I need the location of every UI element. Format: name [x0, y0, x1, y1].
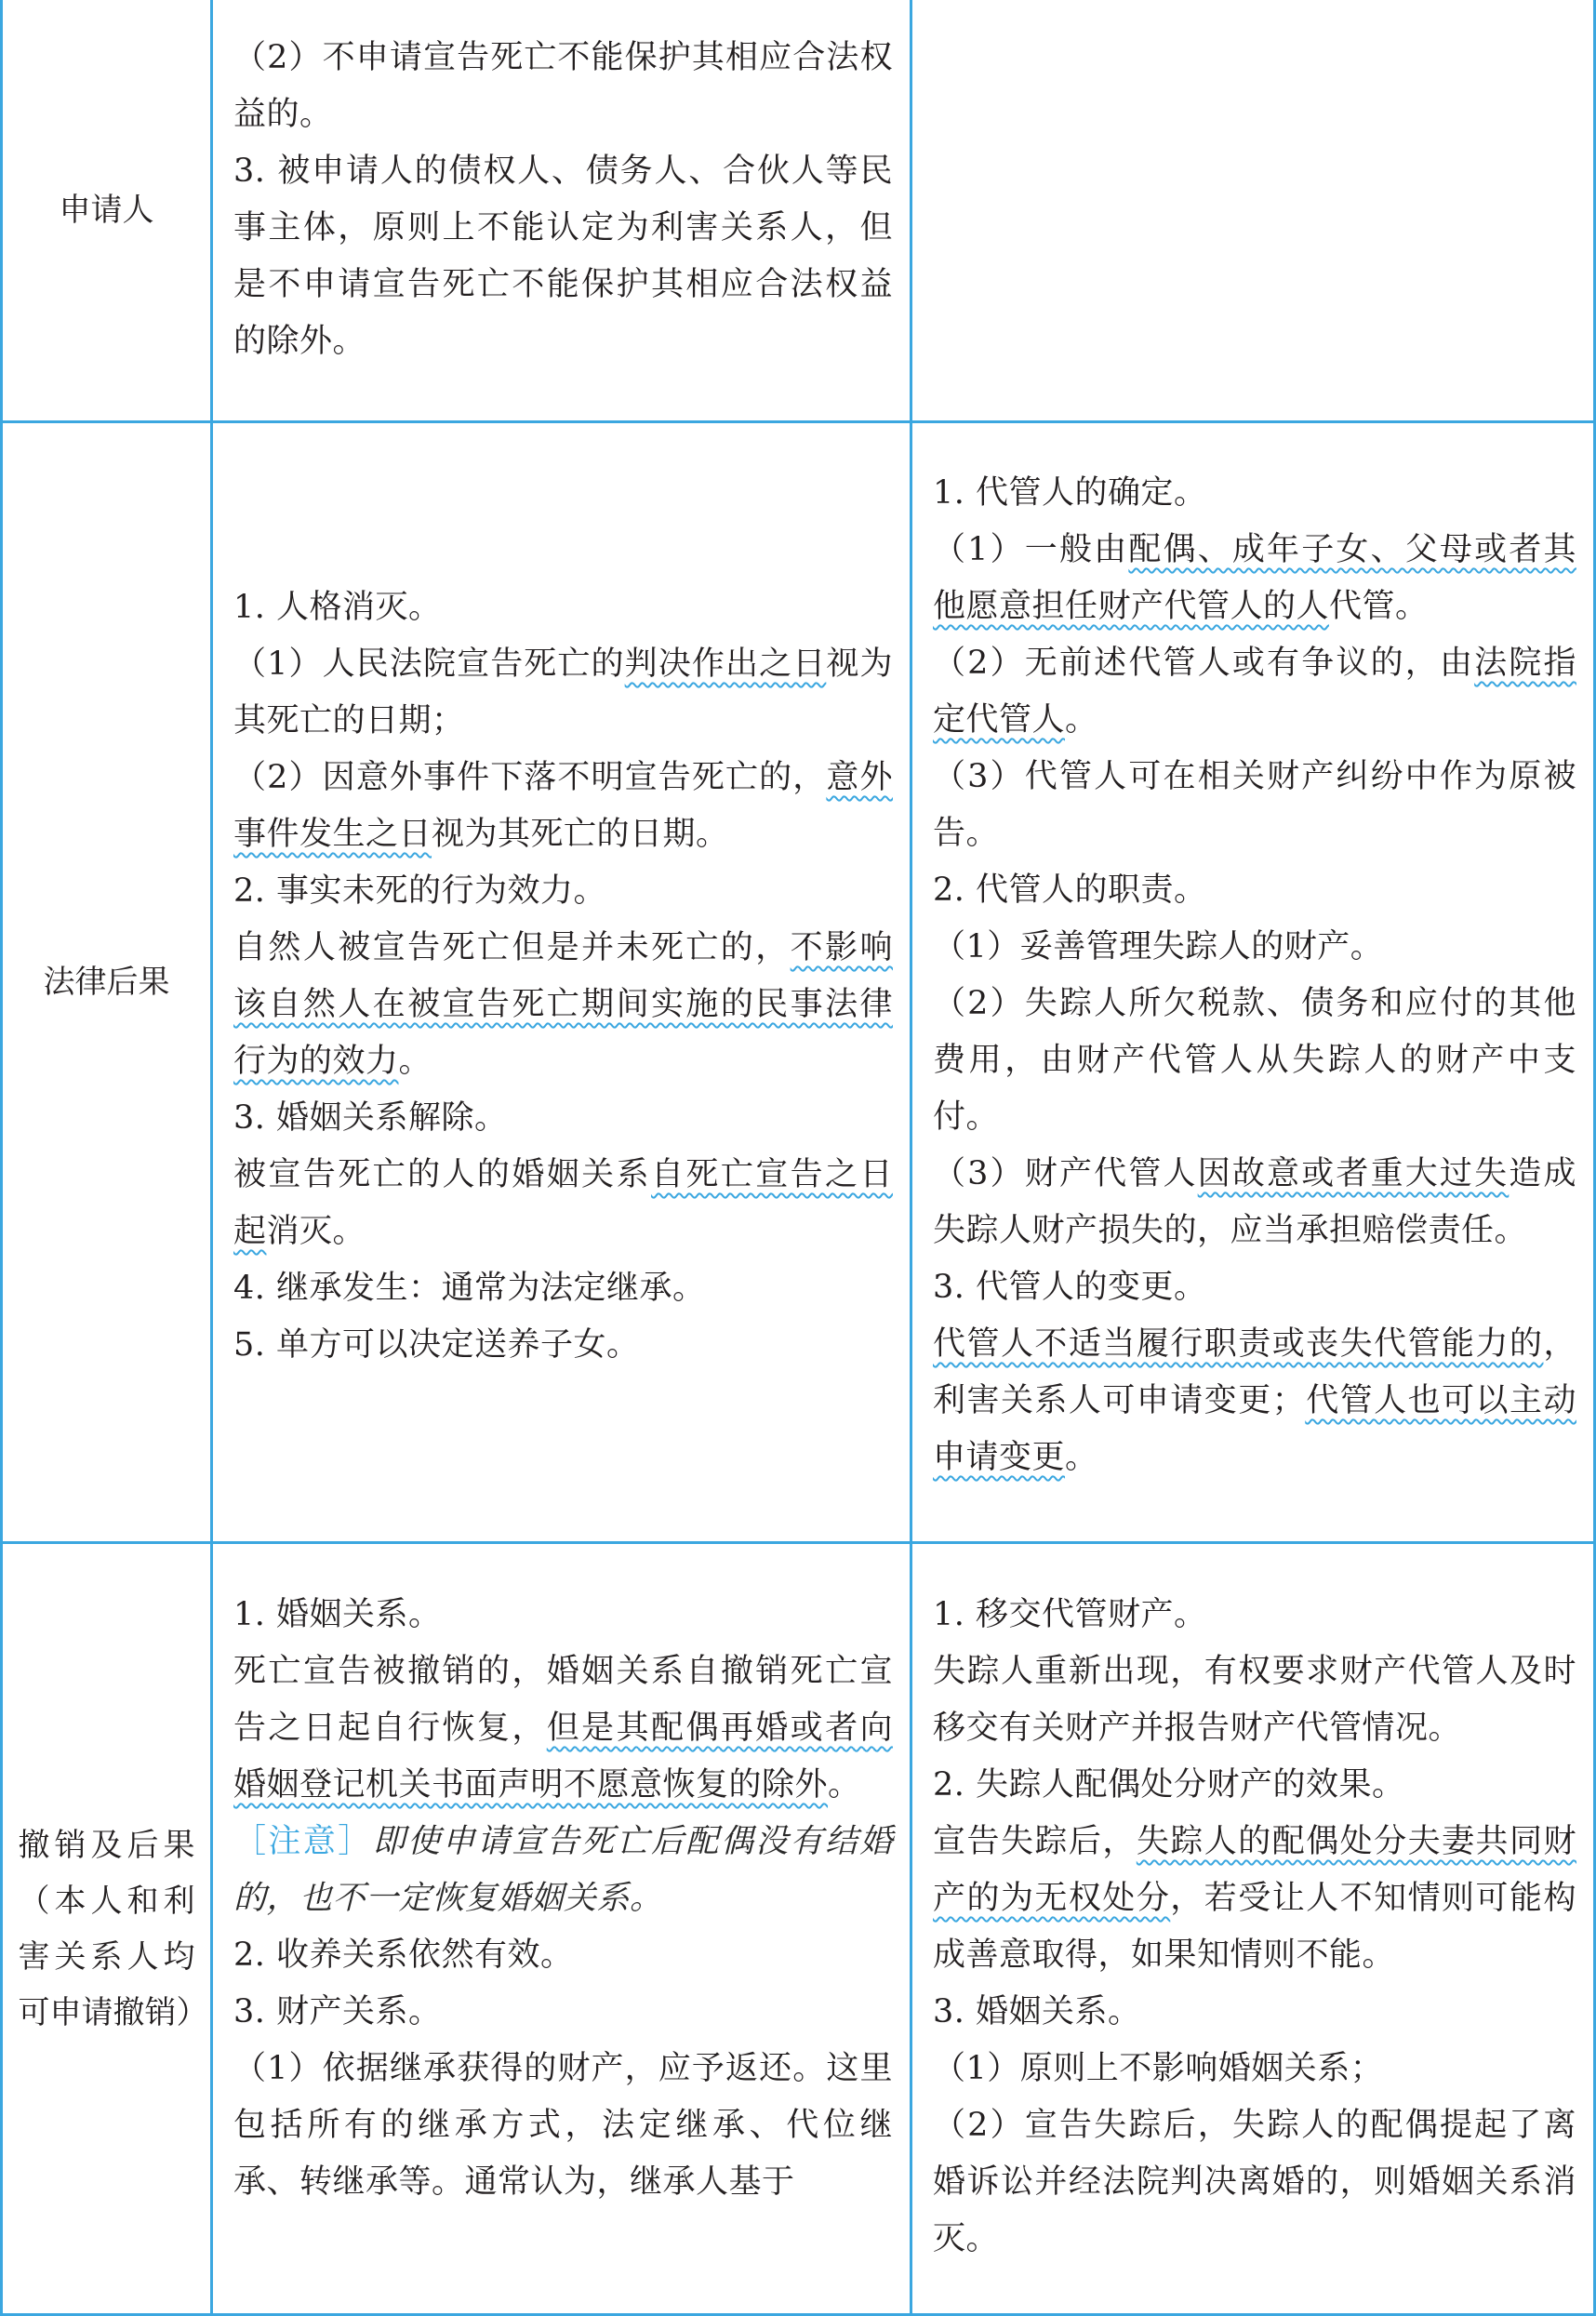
note-label: ［注意］ — [233, 1823, 373, 1860]
underlined-text: 因故意或者重大过失 — [1197, 1155, 1510, 1192]
paragraph — [233, 30, 893, 143]
text-segment: 被宣告死亡的人的婚姻关系 — [233, 1156, 651, 1193]
note-text: 即使申请宣告死亡后配偶没有结婚的，也不一定恢复婚姻关系。 — [233, 1823, 893, 1917]
text-segment: 2. 事实未死的行为效力。 — [233, 872, 607, 910]
text-segment: 造成失踪人财产损失的，应当承担赔偿责任。 — [933, 1155, 1576, 1249]
text-segment: 自然人被宣告死亡但是并未死亡的， — [233, 929, 791, 966]
text-segment: 3. 代管人的变更。 — [933, 1269, 1207, 1306]
paragraph — [933, 1644, 1576, 1757]
underlined-text: 失踪人的配偶处分夫妻共同财产的为无权处分 — [933, 1823, 1576, 1917]
paragraph — [233, 2041, 893, 2211]
paragraph — [933, 749, 1576, 862]
text-segment: 3. 婚姻关系解除。 — [233, 1099, 508, 1137]
row-header-applicant — [3, 0, 210, 420]
underlined-text: 代管人不适当履行职责或丧失代管能力的 — [933, 1325, 1544, 1363]
text-segment: （1）依据继承获得的财产，应予返还。这里包括所有的继承方式，法定继承、代位继承、转继承等。通常认为，继承人基于 — [233, 2050, 893, 2201]
row-header-text: 申请人 — [59, 192, 154, 229]
paragraph — [233, 579, 893, 636]
paragraph — [933, 1259, 1576, 1316]
text-segment: 3. 被申请人的债权人、债务人、合伙人等民事主体，原则上不能认定为利害关系人，但是不申请宣告死亡不能保护其相应合法权益的除外。 — [233, 153, 893, 360]
paragraph — [233, 1147, 893, 1260]
text-segment: 5. 单方可以决定送养子女。 — [233, 1326, 640, 1364]
text-segment: 2. 收养关系依然有效。 — [233, 1937, 574, 1974]
text-segment: （2）不申请宣告死亡不能保护其相应合法权益的。 — [233, 39, 893, 133]
text-segment: 视为其死亡的日期。 — [432, 816, 729, 853]
text-segment: 1. 代管人的确定。 — [933, 474, 1207, 512]
cell-revocation-death — [213, 1587, 910, 2312]
text-segment: 3. 财产关系。 — [233, 1993, 442, 2030]
underlined-text: 代管人也可以主动申请变更 — [933, 1382, 1576, 1476]
paragraph — [933, 635, 1576, 749]
paragraph — [933, 1146, 1576, 1259]
paragraph — [233, 1587, 893, 1644]
text-segment: 1. 婚姻关系。 — [233, 1596, 442, 1633]
underlined-text: 判决作出之日 — [624, 646, 827, 683]
row-header-legal-consequences — [3, 423, 210, 1541]
text-segment: 。 — [828, 1766, 861, 1804]
text-segment: 4. 继承发生：通常为法定继承。 — [233, 1270, 706, 1307]
text-segment: （3）财产代管人 — [933, 1155, 1198, 1192]
paragraph — [933, 1814, 1576, 1984]
paragraph — [933, 1984, 1576, 2041]
text-segment: （2）因意外事件下落不明宣告死亡的， — [233, 759, 827, 796]
cell-applicant-death — [213, 30, 910, 411]
paragraph — [233, 1814, 893, 1927]
paragraph — [233, 920, 893, 1090]
text-segment: （1）一般由 — [933, 531, 1129, 568]
row-header-text: 撤销及后果（本人和利害关系人均可申请撤销） — [18, 1826, 208, 2031]
text-segment: （1）妥善管理失踪人的财产。 — [933, 928, 1384, 965]
text-segment: 死亡宣告被撤销的，婚姻关系自撤销死亡宣告之日起自行恢复， — [233, 1653, 893, 1747]
text-segment: （3）代管人可在相关财产纠纷中作为原被告。 — [933, 758, 1576, 852]
paragraph — [233, 143, 893, 370]
text-segment: ，若受让人不知情则可能构成善意取得，如果知情则不能。 — [933, 1880, 1576, 1974]
paragraph — [233, 1317, 893, 1374]
paragraph — [933, 976, 1576, 1146]
text-segment: 失踪人重新出现，有权要求财产代管人及时移交有关财产并报告财产代管情况。 — [933, 1653, 1576, 1747]
paragraph — [933, 862, 1576, 919]
text-segment: 。 — [1065, 701, 1098, 739]
paragraph — [933, 2041, 1576, 2097]
text-segment: 2. 失踪人配偶处分财产的效果。 — [933, 1766, 1405, 1804]
underlined-text: 不影响该自然人在被宣告死亡期间实施的民事法律行为的效力 — [233, 929, 893, 1080]
cell-consequences-missing — [912, 465, 1593, 1535]
cell-revocation-missing — [912, 1587, 1593, 2312]
row-header-revocation — [3, 1544, 210, 2313]
text-segment: 消灭。 — [266, 1213, 366, 1250]
divider-row-1 — [0, 420, 1596, 423]
divider-row-2 — [0, 1541, 1596, 1544]
text-segment: ，利害关系人可申请变更； — [933, 1325, 1576, 1419]
text-segment: 1. 人格消灭。 — [233, 589, 442, 626]
paragraph — [933, 919, 1576, 976]
text-segment: 。 — [1065, 1439, 1098, 1476]
row-header-text: 法律后果 — [43, 964, 170, 1001]
paragraph — [233, 1090, 893, 1147]
cell-consequences-death — [213, 579, 910, 1537]
paragraph — [933, 465, 1576, 522]
text-segment: 代管。 — [1329, 588, 1429, 625]
text-segment: （2）失踪人所欠税款、债务和应付的其他费用，由财产代管人从失踪人的财产中支付。 — [933, 985, 1576, 1136]
text-segment: 。 — [398, 1043, 432, 1080]
paragraph — [233, 750, 893, 863]
cell-applicant-missing — [912, 30, 1593, 411]
text-segment: 2. 代管人的职责。 — [933, 872, 1207, 909]
underlined-text: 但是其配偶再婚或者向婚姻登记机关书面声明不愿意恢复的除外 — [233, 1710, 893, 1804]
paragraph — [233, 636, 893, 750]
paragraph — [933, 1316, 1576, 1486]
text-segment: 1. 移交代管财产。 — [933, 1596, 1207, 1633]
underlined-text: 自死亡宣告之日起 — [233, 1156, 893, 1250]
paragraph — [933, 1587, 1576, 1644]
paragraph — [233, 1927, 893, 1984]
underlined-text: 意外事件发生之日 — [233, 759, 893, 853]
text-segment: 宣告失踪后， — [933, 1823, 1137, 1860]
paragraph — [233, 863, 893, 920]
paragraph — [933, 522, 1576, 635]
text-segment: 视为其死亡的日期； — [233, 646, 893, 739]
text-segment: （2）无前述代管人或有争议的，由 — [933, 645, 1475, 682]
paragraph — [933, 2097, 1576, 2268]
text-segment: （1）原则上不影响婚姻关系； — [933, 2050, 1384, 2087]
underlined-text: 法院指定代管人 — [933, 645, 1576, 739]
paragraph — [233, 1644, 893, 1814]
paragraph — [233, 1260, 893, 1317]
paragraph — [933, 1757, 1576, 1814]
paragraph — [233, 1984, 893, 2041]
underlined-text: 配偶、成年子女、父母或者其他愿意担任财产代管人的人 — [933, 531, 1576, 625]
text-segment: （1）人民法院宣告死亡的 — [233, 646, 625, 683]
text-segment: （2）宣告失踪后，失踪人的配偶提起了离婚诉讼并经法院判决离婚的，则婚姻关系消灭。 — [933, 2107, 1576, 2257]
text-segment: 3. 婚姻关系。 — [933, 1993, 1141, 2030]
